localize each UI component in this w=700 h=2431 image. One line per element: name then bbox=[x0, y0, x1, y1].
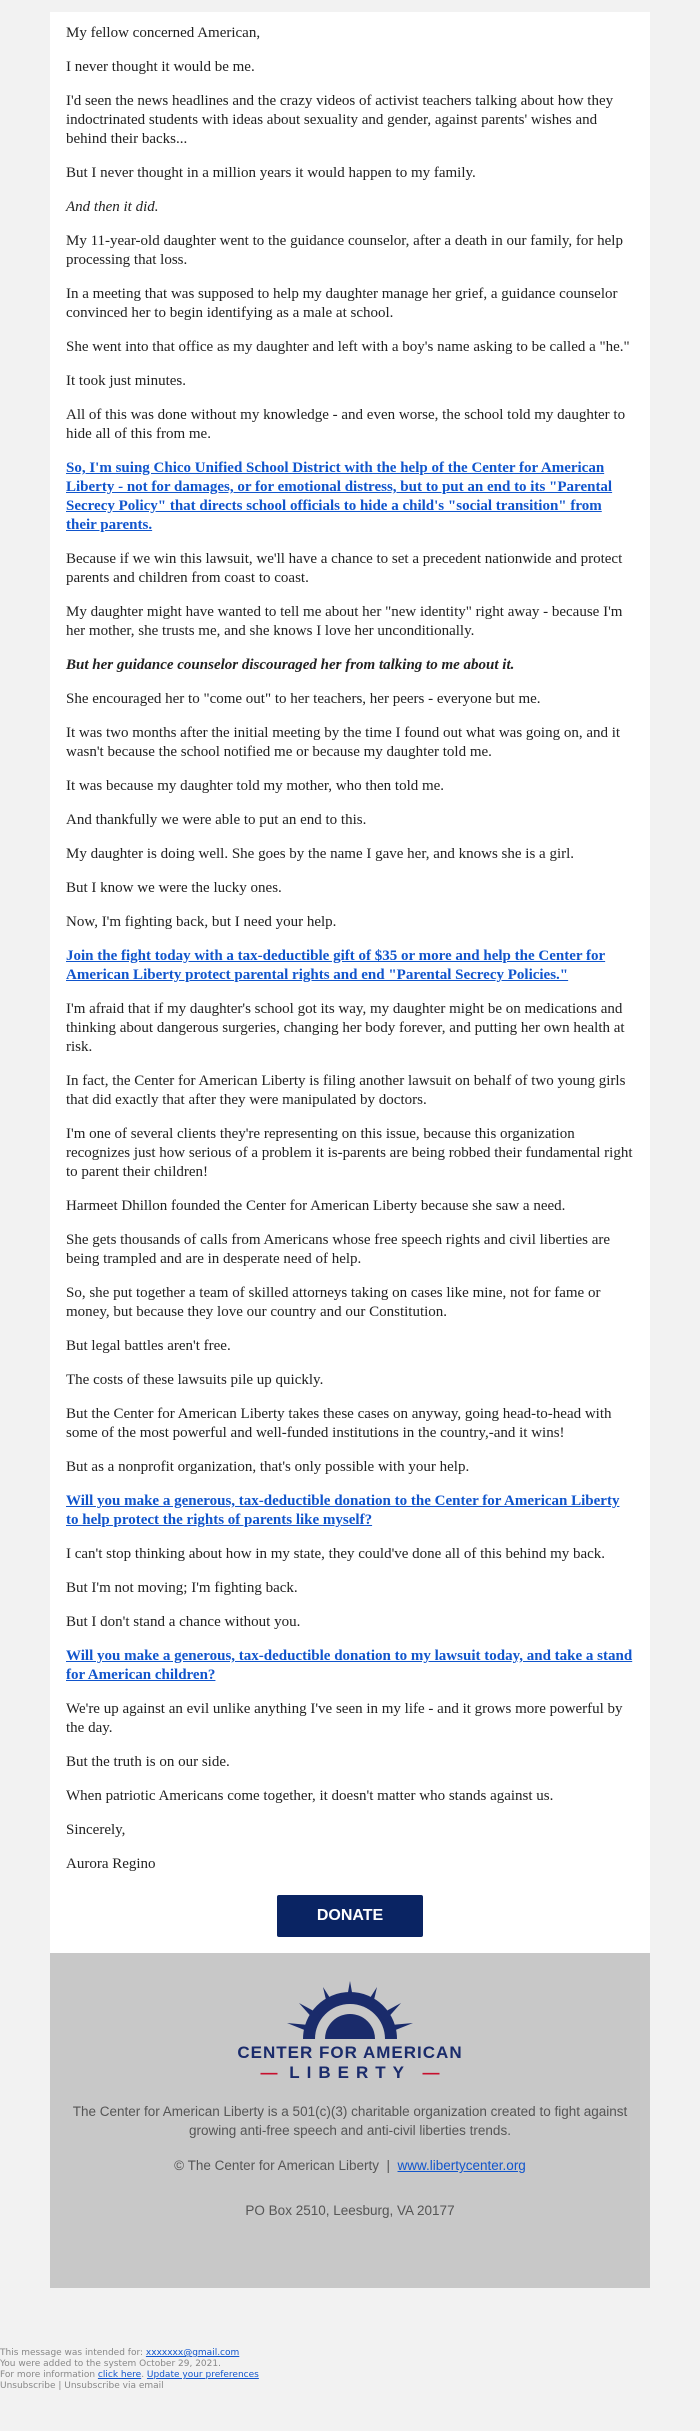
paragraph: And then it did. bbox=[66, 199, 159, 215]
paragraph: But I don't stand a chance without you. bbox=[66, 1614, 301, 1630]
paragraph: My 11-year-old daughter went to the guidance counselor, after a death in our family, for help processing that loss. bbox=[66, 233, 623, 268]
paragraph: All of this was done without my knowledge - and even worse, the school told my daughter to hide all of this from me. bbox=[66, 407, 626, 442]
org-name-line1: CENTER FOR AMERICAN bbox=[237, 2043, 463, 2062]
intended-email-link[interactable]: xxxxxxx@gmail.com bbox=[145, 2348, 240, 2358]
org-name-line2 bbox=[50, 2063, 650, 2083]
paragraph: She gets thousands of calls from Americans whose free speech rights and civil liberties are being trampled and are in desperate need of help. bbox=[66, 1232, 611, 1267]
salutation: My fellow concerned American, bbox=[66, 25, 261, 41]
website-link[interactable]: www.libertycenter.org bbox=[397, 2158, 526, 2173]
donate-button-container bbox=[50, 1889, 650, 1953]
paragraph: But legal battles aren't free. bbox=[66, 1338, 231, 1354]
paragraph: In a meeting that was supposed to help my daughter manage her grief, a guidance counselor convinced her to begin identifying as a male at school. bbox=[66, 286, 618, 321]
paragraph: It was because my daughter told my mother, who then told me. bbox=[66, 778, 445, 794]
paragraph: But as a nonprofit organization, that's only possible with your help. bbox=[66, 1459, 470, 1475]
email-meta bbox=[0, 2348, 259, 2392]
paragraph: I can't stop thinking about how in my state, they could've done all of this behind my back. bbox=[66, 1546, 606, 1562]
email-card bbox=[50, 12, 650, 2288]
paragraph: It took just minutes. bbox=[66, 373, 186, 389]
paragraph: So, she put together a team of skilled attorneys taking on cases like mine, not for fame or money, but because they love our country and our Constitution. bbox=[66, 1285, 601, 1320]
lawsuit-link-paragraph bbox=[66, 459, 634, 535]
paragraph: My daughter might have wanted to tell me about her "new identity" right away - because I'm her mother, she trusts me, and she knows I love her unconditionally. bbox=[66, 604, 623, 639]
postal-address: PO Box 2510, Leesburg, VA 20177 bbox=[245, 2203, 455, 2218]
unsubscribe-email-link[interactable]: Unsubscribe via email bbox=[64, 2381, 164, 2391]
paragraph: Because if we win this lawsuit, we'll have a chance to set a precedent nationwide and protect parents and children from coast to coast. bbox=[66, 551, 623, 586]
paragraph: Harmeet Dhillon founded the Center for American Liberty because she saw a need. bbox=[66, 1198, 566, 1214]
added-line: You were added to the system October 29, 2021. bbox=[0, 2359, 221, 2369]
org-description: The Center for American Liberty is a 501(c)(3) charitable organization created to fight against growing anti-free speech and anti-civil liberties trends. bbox=[72, 2104, 628, 2138]
unsubscribe-line: Unsubscribe | Unsubscribe via email bbox=[0, 2381, 164, 2391]
paragraph: In fact, the Center for American Liberty is filing another lawsuit on behalf of two young girls that did exactly that after they were manipulated by doctors. bbox=[66, 1073, 626, 1108]
copyright-line bbox=[50, 2158, 650, 2173]
copyright-text: © The Center for American Liberty bbox=[174, 2158, 379, 2173]
paragraph: When patriotic Americans come together, it doesn't matter who stands against us. bbox=[66, 1788, 554, 1804]
paragraph: But I never thought in a million years it would happen to my family. bbox=[66, 165, 476, 181]
donate-button[interactable]: DONATE bbox=[277, 1895, 423, 1937]
separator: | bbox=[386, 2158, 390, 2173]
paragraph: And thankfully we were able to put an end to this. bbox=[66, 812, 367, 828]
paragraph: I'm afraid that if my daughter's school got its way, my daughter might be on medications and thinking about dangerous surgeries, changing her body forever, and putting her own health at risk. bbox=[66, 1001, 625, 1055]
signature: Aurora Regino bbox=[66, 1856, 156, 1872]
red-rule-left: — bbox=[260, 2063, 278, 2082]
paragraph: But I'm not moving; I'm fighting back. bbox=[66, 1580, 298, 1596]
red-rule-right: — bbox=[422, 2063, 440, 2082]
intended-label: This message was intended for: bbox=[0, 2348, 144, 2358]
org-liberty: LIBERTY bbox=[289, 2063, 411, 2082]
unsubscribe-link[interactable]: Unsubscribe bbox=[0, 2381, 56, 2391]
paragraph: I'm one of several clients they're representing on this issue, because this organization recognizes just how serious of a problem it is-parents are being robbed their fundamental right to parent their children! bbox=[66, 1126, 633, 1180]
intended-for-line bbox=[0, 2348, 259, 2359]
paragraph: We're up against an evil unlike anything I've seen in my life - and it grows more powerful by the day. bbox=[66, 1701, 623, 1736]
paragraph: But her guidance counselor discouraged her from talking to me about it. bbox=[66, 657, 515, 673]
more-info-label: For more information bbox=[0, 2370, 96, 2380]
organization-logo[interactable] bbox=[50, 1979, 650, 2083]
join-fight-link-paragraph bbox=[66, 947, 634, 985]
click-here-link[interactable]: click here bbox=[97, 2370, 142, 2380]
sign-off: Sincerely, bbox=[66, 1822, 126, 1838]
paragraph: But the truth is on our side. bbox=[66, 1754, 230, 1770]
update-preferences-link[interactable]: Update your preferences bbox=[146, 2370, 259, 2380]
lawsuit-link[interactable]: So, I'm suing Chico Unified School District with the help of the Center for American Liberty - not for damages, or for emotional distress, but to put an end to its "Parental Secrecy Policy" that directs school officials to hide a child's "social transition" from their parents. bbox=[66, 460, 613, 533]
paragraph: She went into that office as my daughter and left with a boy's name asking to be called a "he." bbox=[66, 339, 630, 355]
letter-body bbox=[50, 12, 650, 1874]
footer bbox=[50, 1953, 650, 2288]
paragraph: But the Center for American Liberty takes these cases on anyway, going head-to-head with some of the most powerful and well-funded institutions in the country,-and it wins! bbox=[66, 1406, 612, 1441]
paragraph: I never thought it would be me. bbox=[66, 59, 255, 75]
donate-parents-link[interactable]: Will you make a generous, tax-deductible donation to the Center for American Liberty to help protect the rights of parents like myself? bbox=[66, 1493, 620, 1528]
join-fight-link[interactable]: Join the fight today with a tax-deductible gift of $35 or more and help the Center for American Liberty protect parental rights and end "Parental Secrecy Policies." bbox=[66, 948, 606, 983]
more-info-line: For more information click here. Update your preferences bbox=[0, 2370, 259, 2380]
donate-link-paragraph bbox=[66, 1492, 634, 1530]
donate-lawsuit-link[interactable]: Will you make a generous, tax-deductible donation to my lawsuit today, and take a stand for American children? bbox=[66, 1648, 633, 1683]
paragraph: Now, I'm fighting back, but I need your help. bbox=[66, 914, 337, 930]
paragraph: I'd seen the news headlines and the crazy videos of activist teachers talking about how they indoctrinated students with ideas about sexuality and gender, against parents' wishes and behind their backs... bbox=[66, 93, 614, 147]
paragraph: She encouraged her to "come out" to her teachers, her peers - everyone but me. bbox=[66, 691, 541, 707]
paragraph: The costs of these lawsuits pile up quickly. bbox=[66, 1372, 324, 1388]
paragraph: It was two months after the initial meeting by the time I found out what was going on, and it wasn't because the school notified me or because my daughter told me. bbox=[66, 725, 621, 760]
sunburst-logo-icon bbox=[285, 1979, 415, 2041]
paragraph: But I know we were the lucky ones. bbox=[66, 880, 282, 896]
donate-link-paragraph bbox=[66, 1647, 634, 1685]
paragraph: My daughter is doing well. She goes by the name I gave her, and knows she is a girl. bbox=[66, 846, 575, 862]
